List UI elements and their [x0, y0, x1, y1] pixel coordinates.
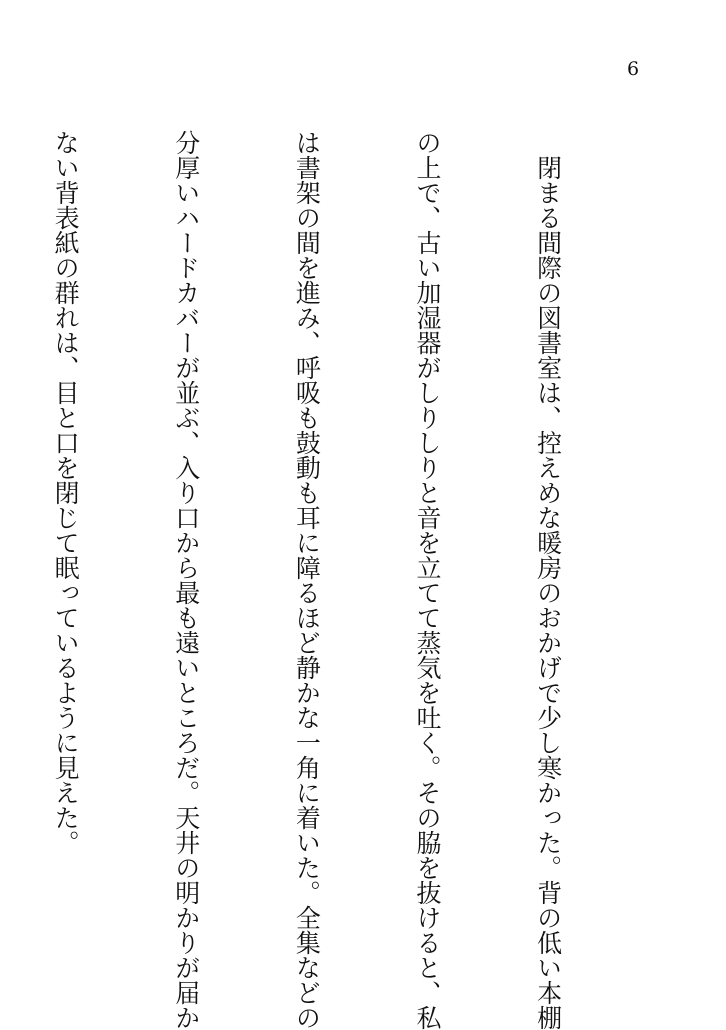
text-line: ない背表紙の群れは、目と口を閉じて眠っているように見えた。	[51, 130, 81, 855]
text-line: は書架の間を進み、呼吸も鼓動も耳に障るほど静かな一角に着いた。全集などの	[292, 130, 322, 1030]
text-line: の上で、古い加湿器がしりしりと音を立てて蒸気を吐く。その脇を抜けると、私	[412, 130, 442, 1030]
text-line: 分厚いハードカバーが並ぶ、入り口から最も遠いところだ。天井の明かりが届か	[171, 130, 201, 1030]
text-line: 閉まる間際の図書室は、控えめな暖房のおかげで少し寒かった。背の低い本棚	[533, 130, 563, 1030]
body-text	[0, 130, 648, 1030]
page-number: 6	[626, 58, 640, 80]
